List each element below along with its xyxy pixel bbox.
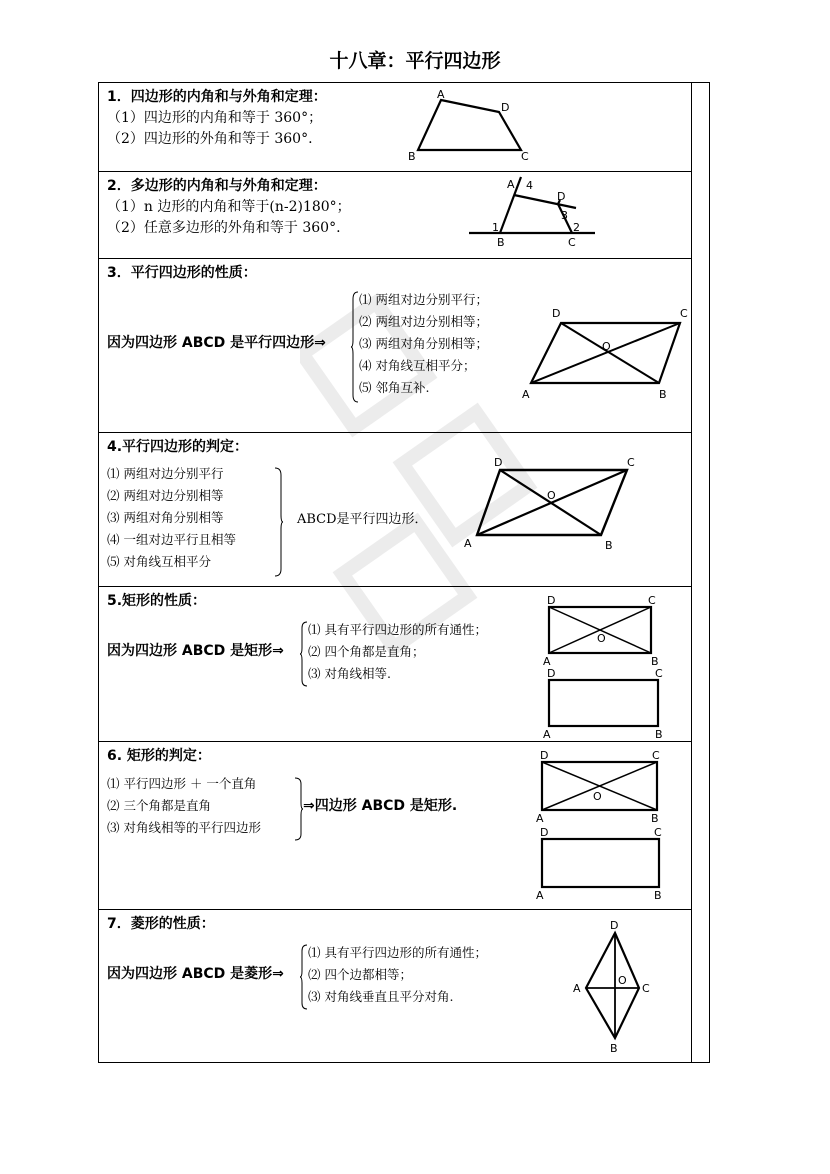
section-3-item: ⑷ 对角线互相平分； (359, 358, 476, 373)
section-4-heading: 4.平行四边形的判定： (107, 439, 249, 455)
vertex-label-c: C (642, 982, 650, 995)
vertex-label-c: C (568, 236, 576, 249)
parallelogram-figure (517, 259, 691, 431)
vertex-label-d: D (540, 749, 549, 762)
section-4-conclusion: ABCD是平行四边形． (297, 512, 428, 527)
section-1-heading: 1．四边形的内角和与外角和定理： (107, 89, 327, 105)
vertex-label-b: B (408, 150, 416, 163)
section-6-item: ⑶ 对角线相等的平行四边形 (107, 820, 261, 835)
section-1-item: （2）四边形的外角和等于 360°. (107, 131, 313, 147)
rhombus-shape (586, 933, 639, 1038)
vertex-label-b: B (605, 539, 613, 552)
vertex-label-b: B (651, 812, 659, 825)
right-column-divider (691, 83, 692, 1062)
section-3-item: ⑴ 两组对边分别平行； (359, 292, 488, 307)
section-3-item: ⑵ 两组对边分别相等； (359, 314, 488, 329)
rectangle-plain (542, 839, 659, 887)
vertex-label-a: A (464, 537, 472, 550)
section-4-item: ⑵ 两组对边分别相等 (107, 488, 224, 503)
section-6-heading: 6. 矩形的判定： (107, 748, 211, 764)
center-label-o: O (547, 489, 556, 502)
section-5-lead: 因为四边形 ABCD 是矩形⇒ (107, 643, 284, 659)
section-5-heading: 5.矩形的性质： (107, 593, 207, 609)
brace (351, 291, 359, 403)
vertex-label-a: A (536, 812, 544, 825)
section-2-heading: 2．多边形的内角和与外角和定理： (107, 178, 327, 194)
section-3-heading: 3．平行四边形的性质： (107, 265, 257, 281)
vertex-label-a: A (543, 655, 551, 668)
angle-label-2: 2 (573, 221, 580, 234)
vertex-label-b: B (655, 728, 663, 741)
rhombus-figure (565, 910, 665, 1060)
vertex-label-a: A (573, 982, 581, 995)
section-6-conclusion: ⇒四边形 ABCD 是矩形. (303, 798, 458, 814)
vertex-label-b: B (610, 1042, 618, 1055)
brace-path (300, 622, 307, 686)
page-title: 十八章：平行四边形 (329, 50, 501, 72)
content-table (98, 82, 710, 1063)
section-4-item: ⑶ 两组对角分别相等 (107, 510, 224, 525)
brace (295, 777, 303, 841)
section-4-item: ⑴ 两组对边分别平行 (107, 466, 224, 481)
center-label-o: O (618, 974, 627, 987)
brace (300, 621, 308, 687)
vertex-label-a: A (536, 889, 544, 902)
section-6-item: ⑵ 三个角都是直角 (107, 798, 211, 813)
section-2-item: （2）任意多边形的外角和等于 360°. (107, 220, 341, 236)
section-6 (99, 742, 691, 910)
rectangle-figures (539, 587, 679, 742)
vertex-label-a: A (522, 388, 530, 401)
vertex-label-d: D (540, 826, 549, 839)
vertex-label-c: C (652, 749, 660, 762)
section-1-item: （1）四边形的内角和等于 360°； (107, 110, 323, 126)
section-1 (99, 83, 691, 172)
brace (300, 944, 308, 1010)
vertex-label-c: C (654, 826, 662, 839)
parallelogram-figure (459, 433, 659, 583)
section-4 (99, 433, 691, 587)
rectangle-plain (549, 680, 658, 726)
brace-path (300, 945, 307, 1009)
brace-path (275, 468, 283, 576)
section-5-item: ⑵ 四个角都是直角； (308, 644, 425, 659)
center-label-o: O (597, 632, 606, 645)
section-7-lead: 因为四边形 ABCD 是菱形⇒ (107, 966, 284, 982)
center-label-o: O (602, 340, 611, 353)
section-5 (99, 587, 691, 742)
vertex-label-c: C (648, 594, 656, 607)
section-7-item: ⑶ 对角线垂直且平分对角. (308, 989, 454, 1004)
polygon-exterior-angle-figure (469, 172, 629, 258)
figure-line (531, 323, 680, 383)
brace (275, 467, 283, 577)
vertex-label-a: A (437, 88, 445, 101)
brace-path (351, 292, 358, 402)
vertex-label-d: D (610, 919, 619, 932)
section-4-item: ⑷ 一组对边平行且相等 (107, 532, 236, 547)
section-3-item: ⑸ 邻角互补. (359, 380, 430, 395)
vertex-label-d: D (494, 456, 503, 469)
angle-label-4: 4 (526, 179, 533, 192)
figure-line (514, 195, 576, 208)
vertex-label-d: D (557, 190, 566, 203)
section-2 (99, 172, 691, 259)
vertex-label-a: A (543, 728, 551, 741)
section-6-item: ⑴ 平行四边形 ＋ 一个直角 (107, 776, 257, 791)
vertex-label-b: B (497, 236, 505, 249)
section-3 (99, 259, 691, 433)
section-7-heading: 7．菱形的性质： (107, 916, 215, 932)
vertex-label-d: D (547, 594, 556, 607)
section-7-item: ⑵ 四个边都相等； (308, 967, 412, 982)
vertex-label-d: D (501, 101, 510, 114)
vertex-label-c: C (627, 456, 635, 469)
vertex-label-c: C (521, 150, 529, 163)
vertex-label-d: D (552, 307, 561, 320)
vertex-label-b: B (659, 388, 667, 401)
vertex-label-b: B (654, 889, 662, 902)
section-2-item: （1）n 边形的内角和等于(n-2)180°； (107, 199, 351, 215)
figure-line (561, 323, 659, 383)
section-5-item: ⑶ 对角线相等. (308, 666, 391, 681)
center-label-o: O (593, 790, 602, 803)
section-3-item: ⑶ 两组对角分别相等； (359, 336, 488, 351)
section-7 (99, 910, 691, 1062)
section-7-item: ⑴ 具有平行四边形的所有通性； (308, 945, 487, 960)
vertex-label-b: B (651, 655, 659, 668)
section-5-item: ⑴ 具有平行四边形的所有通性； (308, 622, 487, 637)
angle-label-1: 1 (492, 221, 499, 234)
quadrilateral-figure (399, 83, 549, 168)
brace-path (295, 778, 303, 840)
vertex-label-a: A (507, 178, 515, 191)
section-4-item: ⑸ 对角线互相平分 (107, 554, 211, 569)
vertex-label-d: D (547, 667, 556, 680)
angle-label-3: 3 (561, 209, 568, 222)
section-3-lead: 因为四边形 ABCD 是平行四边形⇒ (107, 335, 326, 351)
vertex-label-c: C (655, 667, 663, 680)
vertex-label-c: C (680, 307, 688, 320)
rectangle-figures (532, 742, 682, 908)
